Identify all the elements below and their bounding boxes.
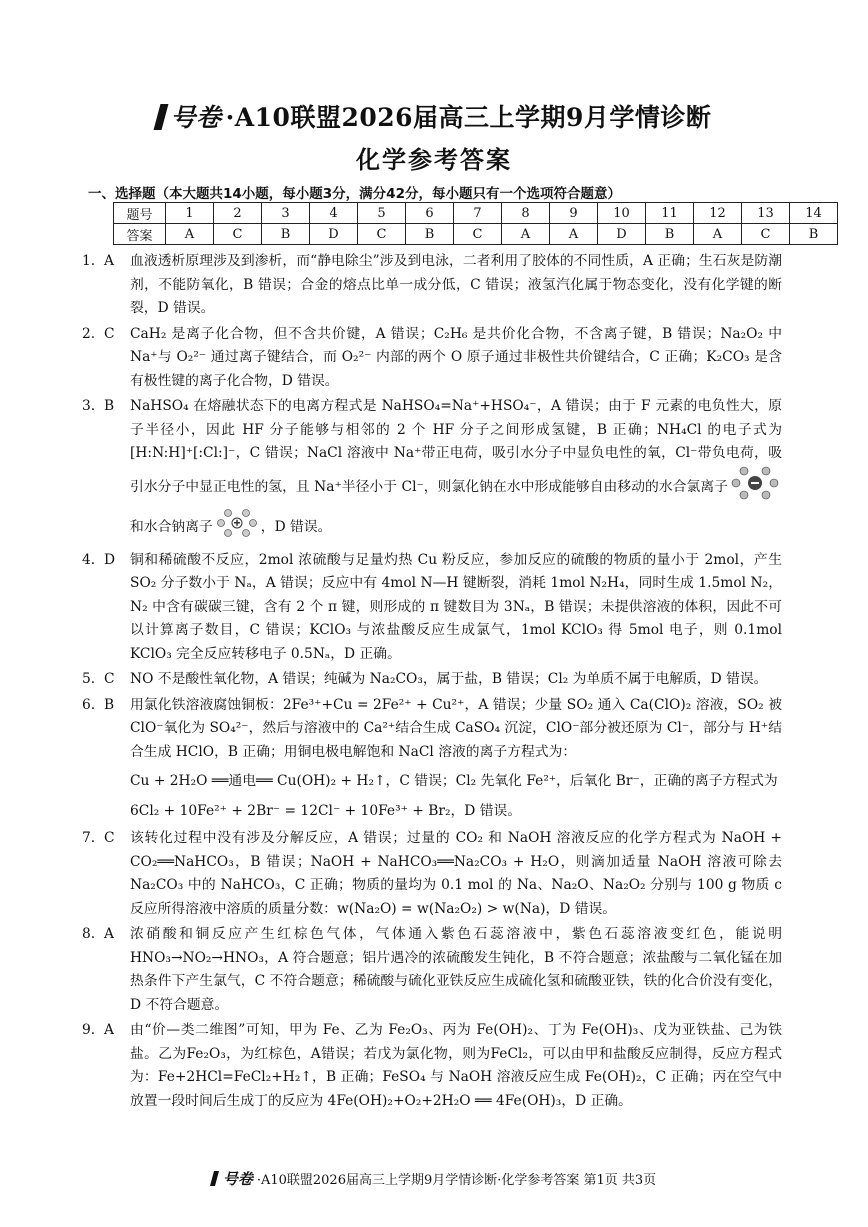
explanation-text: 该转化过程中没有涉及分解反应，A 错误；过量的 CO₂ 和 NaOH 溶液反应的化学方程式为 NaOH + CO₂══NaHCO₃，B 错误；NaOH + NaHCO₃══Na₂CO₃ + H₂O，则滴加适量 NaOH 溶液可除去 Na₂CO₃ 中的 NaHCO₃，C 正确；物质的量均为 0.1 mol 的 Na、Na₂O、Na₂O₂ 分别与 100 g 物质 c 反应所得溶液中溶质的质量分数：w(Na₂O) = w(Na₂O₂) > w(Na)，D 错误。: [130, 830, 782, 917]
question-number-cell: 13: [742, 203, 790, 224]
page-footer: [0, 1168, 868, 1189]
brand-name: 号卷: [170, 103, 222, 132]
row-label: 答案: [114, 224, 166, 245]
item-number: 2.: [82, 325, 96, 342]
footer-text: ·A10联盟2026届高三上学期9月学情诊断·化学参考答案 第1页 共3页: [256, 1173, 657, 1188]
item-explanation: [130, 694, 782, 826]
answer-cell: D: [310, 224, 358, 245]
explanation-text: 血液透析原理涉及到渗析，而“静电除尘”涉及到电泳，二者利用了胶体的不同性质，A 正确；生石灰是防潮剂，不能防氧化，B 错误；合金的熔点比单一成分低，C 错误；液氢汽化属于物态变化，没有化学键的断裂，D 错误。: [130, 253, 782, 316]
question-number-cell: 3: [262, 203, 310, 224]
item-answer: A: [104, 926, 114, 942]
question-number-cell: 7: [454, 203, 502, 224]
list-item: [82, 1019, 782, 1113]
footer-brand: 号卷: [222, 1170, 253, 1188]
question-number-cell: 1: [166, 203, 214, 224]
item-answer: C: [104, 830, 115, 846]
explanation-text: CaH₂ 是离子化合物，但不含共价键，A 错误；C₂H₆ 是共价化合物，不含离子键，B 错误；Na₂O₂ 中 Na⁺与 O₂²⁻ 通过离子键结合，而 O₂²⁻ 内部的两个 O 原子通过非极性共价键结合，C 正确；K₂CO₃ 是含有极性键的离子化合物，D 错误。: [130, 325, 782, 389]
item-number: 5.: [82, 671, 96, 687]
question-number-cell: 2: [214, 203, 262, 224]
section-heading: 一、选择题（本大题共14小题，每小题3分，满分42分，每小题只有一个选项符合题意）: [88, 186, 621, 202]
item-explanation: [130, 323, 782, 394]
answer-cell: A: [550, 224, 598, 245]
list-item: [82, 395, 782, 547]
table-row: [114, 224, 838, 245]
item-answer: B: [104, 398, 115, 414]
list-item: [82, 694, 782, 826]
item-number: 9.: [82, 1022, 96, 1038]
question-number-cell: 8: [502, 203, 550, 224]
explanation-text: NO 不是酸性氧化物，A 错误；纯碱为 Na₂CO₃，属于盐，B 错误；Cl₂ 为单质不属于电解质，D 错误。: [130, 671, 768, 687]
brand-logo-icon: [153, 104, 168, 130]
explanation-text: 和水合钠离子: [130, 518, 213, 535]
hydrated-sodium-ion-figure: [213, 508, 261, 547]
item-explanation: [130, 250, 782, 321]
item-number: 1.: [82, 253, 96, 269]
item-explanation: [130, 923, 782, 1017]
item-number: 3.: [82, 398, 96, 414]
answer-table: [113, 202, 838, 245]
answer-cell: B: [646, 224, 694, 245]
row-label: 题号: [114, 203, 166, 224]
answer-cell: C: [742, 224, 790, 245]
answer-cell: A: [502, 224, 550, 245]
item-explanation: [130, 668, 782, 692]
list-item: [82, 549, 782, 667]
explanation-text: 铜和稀硫酸不反应，2mol 浓硫酸与足量灼热 Cu 粉反应，参加反应的硫酸的物质的量小于 2mol，产生 SO₂ 分子数小于 Nₐ，A 错误；反应中有 4mol N—H 键断裂，消耗 1mol N₂H₄，同时生成 1.5mol N₂，N₂ 中含有碳碳三键，含有 2 个 π 键，则形成的 π 键数目为 3Nₐ，B 错误；未提供溶液的体积，因此不可以计算离子数目，C 错误；KClO₃ 与浓盐酸反应生成氯气，1mol KClO₃ 得 5mol 电子，则 0.1mol KClO₃ 完全反应转移电子 0.5Nₐ，D 正确。: [130, 551, 782, 662]
item-answer: A: [104, 253, 114, 269]
answer-cell: A: [166, 224, 214, 245]
item-number: 4.: [82, 551, 96, 568]
answer-cell: B: [262, 224, 310, 245]
equation-line: Cu + 2H₂O ══通电══ Cu(OH)₂ + H₂↑，C 错误；Cl₂ 先氧化 Fe²⁺，后氧化 Br⁻，正确的离子方程式为: [130, 773, 778, 789]
table-row: [114, 203, 838, 224]
answer-cell: B: [406, 224, 454, 245]
item-explanation: [130, 1019, 782, 1113]
equation-line: 6Cl₂ + 10Fe²⁺ + 2Br⁻ = 12Cl⁻ + 10Fe³⁺ + Br₂，D 错误。: [130, 802, 522, 819]
answer-cell: C: [358, 224, 406, 245]
answer-cell: C: [454, 224, 502, 245]
page-subtitle: 化学参考答案: [356, 145, 512, 174]
question-number-cell: 5: [358, 203, 406, 224]
question-number-cell: 11: [646, 203, 694, 224]
explanation-text: 用氯化铁溶液腐蚀铜板：2Fe³⁺+Cu = 2Fe²⁺ + Cu²⁺，A 错误；少量 SO₂ 通入 Ca(ClO)₂ 溶液，SO₂ 被 ClO⁻氧化为 SO₄²⁻，然后与溶液中的 Ca²⁺结合生成 CaSO₄ 沉淀，ClO⁻部分被还原为 Cl⁻，部分与 H⁺结合生成 HClO，B 正确；用铜电极电解饱和 NaCl 溶液的离子方程式为：: [130, 696, 782, 760]
answer-cell: D: [598, 224, 646, 245]
list-item: [82, 923, 782, 1017]
answer-cell: C: [214, 224, 262, 245]
question-number-cell: 10: [598, 203, 646, 224]
list-item: [82, 250, 782, 321]
exam-title: ·A10联盟2026届高三上学期9月学情诊断: [225, 103, 712, 132]
answer-cell: B: [790, 224, 838, 245]
explanation-text: 浓硝酸和铜反应产生红棕色气体，气体通入紫色石蕊溶液中，紫色石蕊溶液变红色，能说明 HNO₃→NO₂→HNO₃，A 符合题意；铝片遇冷的浓硫酸发生钝化，B 不符合题意；浓盐酸与二氧化锰在加热条件下产生氯气，C 不符合题意；稀硫酸与硫化亚铁反应生成硫化氢和硫酸亚铁，铁的化合价没有变化，D 不符合题意。: [130, 926, 782, 1013]
list-item: [82, 827, 782, 921]
item-answer: B: [104, 696, 115, 713]
item-number: 6.: [82, 696, 96, 713]
item-answer: C: [104, 671, 115, 687]
explanation-text: NaHSO₄ 在熔融状态下的电离方程式是 NaHSO₄=Na⁺+HSO₄⁻，A 错误；由于 F 元素的电负性大，原子半径小，因此 HF 分子能够与相邻的 2 个 HF 分子之间形成氢键，B 正确；NH₄Cl 的电子式为 [H:N:H]⁺[:Cl:]⁻，C 错误；NaCl 溶液中 Na⁺带正电荷，吸引水分子中显负电性的氧，Cl⁻带负电荷，吸引水分子中显正电性的氢，且 Na⁺半径小于 Cl⁻，则氯化钠在水中形成能够自由移动的水合氯离子: [130, 398, 782, 495]
item-explanation: [130, 395, 782, 547]
item-explanation: [130, 549, 782, 667]
question-number-cell: 12: [694, 203, 742, 224]
list-item: [82, 323, 782, 394]
question-number-cell: 9: [550, 203, 598, 224]
item-answer: A: [104, 1022, 114, 1038]
question-number-cell: 6: [406, 203, 454, 224]
item-answer: D: [104, 551, 116, 568]
item-explanation: [130, 827, 782, 921]
brand-logo-icon: [210, 1171, 219, 1186]
list-item: [82, 668, 782, 692]
explanation-text: ，D 错误。: [260, 518, 332, 535]
question-number-cell: 4: [310, 203, 358, 224]
answer-explanations: [82, 250, 782, 1115]
page-title: [0, 98, 868, 134]
item-answer: C: [104, 325, 115, 342]
item-number: 8.: [82, 926, 96, 942]
answer-cell: A: [694, 224, 742, 245]
item-number: 7.: [82, 830, 96, 846]
question-number-cell: 14: [790, 203, 838, 224]
hydrated-chloride-ion-figure: [728, 466, 782, 509]
explanation-text: 由“价—类二维图”可知，甲为 Fe、乙为 Fe₂O₃、丙为 Fe(OH)₂、丁为 Fe(OH)₃、戊为亚铁盐、己为铁盐。乙为Fe₂O₃，为红棕色，A错误；若戊为氯化物，则为FeCl₂，可以由甲和盐酸反应制得，反应方程式为：Fe+2HCl=FeCl₂+H₂↑，B 正确；FeSO₄ 与 NaOH 溶液反应生成 Fe(OH)₂，C 正确；丙在空气中放置一段时间后生成丁的反应为 4Fe(OH)₂+O₂+2H₂O ══ 4Fe(OH)₃，D 正确。: [130, 1022, 782, 1109]
